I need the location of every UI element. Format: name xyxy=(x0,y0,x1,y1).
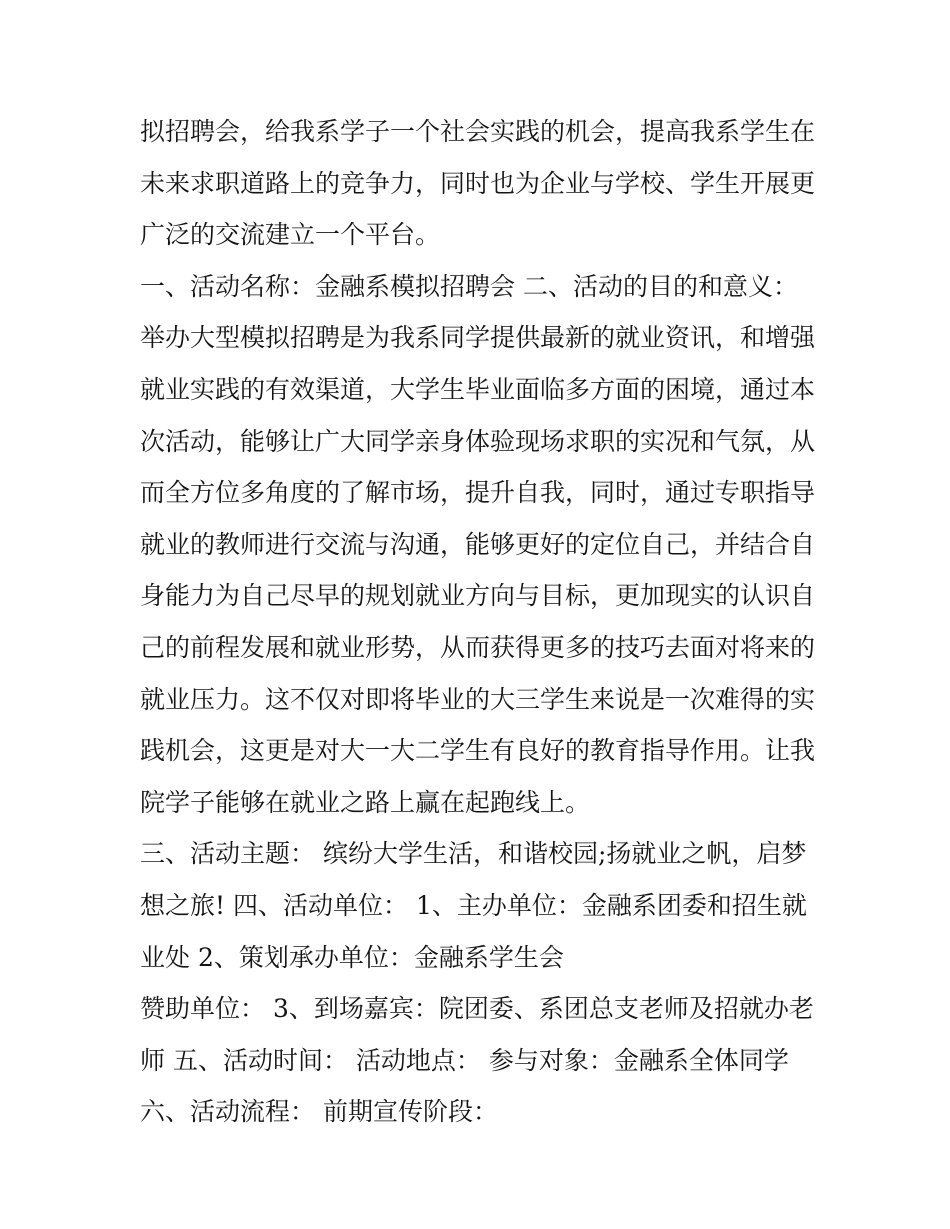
text-line: 而全方位多角度的了解市场，提升自我，同时，通过专职指导 xyxy=(140,478,816,508)
text-line: 次活动，能够让广大同学亲身体验现场求职的实况和气氛，从 xyxy=(140,426,816,456)
text-line: 身能力为自己尽早的规划就业方向与目标，更加现实的认识自 xyxy=(140,581,816,611)
section-heading-6: 六、活动流程： 前期宣传阶段： xyxy=(140,1097,498,1127)
text-line: 就业的教师进行交流与沟通，能够更好的定位自己，并结合自 xyxy=(140,529,816,559)
document-body xyxy=(140,106,830,1138)
text-line: 广泛的交流建立一个平台。 xyxy=(140,220,441,250)
text-line: 践机会，这更是对大一大二学生有良好的教育指导作用。让我 xyxy=(140,736,816,766)
text-line: 举办大型模拟招聘是为我系同学提供最新的就业资讯，和增强 xyxy=(140,323,816,353)
text-line: 己的前程发展和就业形势，从而获得更多的技巧去面对将来的 xyxy=(140,632,816,662)
section-heading-1-2: 一、活动名称：金融系模拟招聘会 二、活动的目的和意义： xyxy=(140,271,798,301)
text-line: 业处 2、策划承办单位：金融系学生会 xyxy=(140,942,564,972)
text-line: 就业压力。这不仅对即将毕业的大三学生来说是一次难得的实 xyxy=(140,684,816,714)
text-line: 院学子能够在就业之路上赢在起跑线上。 xyxy=(140,787,591,817)
section-heading-3: 三、活动主题： 缤纷大学生活，和谐校园;扬就业之帆，启梦 xyxy=(140,839,807,869)
text-line: 赞助单位： 3、到场嘉宾：院团委、系团总支老师及招就办老 xyxy=(140,994,814,1024)
text-line: 未来求职道路上的竞争力，同时也为企业与学校、学生开展更 xyxy=(140,168,816,198)
text-line: 师 五、活动时间： 活动地点： 参与对象：金融系全体同学 xyxy=(140,1045,789,1075)
text-line: 想之旅! 四、活动单位： 1、主办单位：金融系团委和招生就 xyxy=(140,890,807,920)
text-line: 拟招聘会，给我系学子一个社会实践的机会，提高我系学生在 xyxy=(140,117,816,146)
text-line: 就业实践的有效渠道，大学生毕业面临多方面的困境，通过本 xyxy=(140,374,816,404)
